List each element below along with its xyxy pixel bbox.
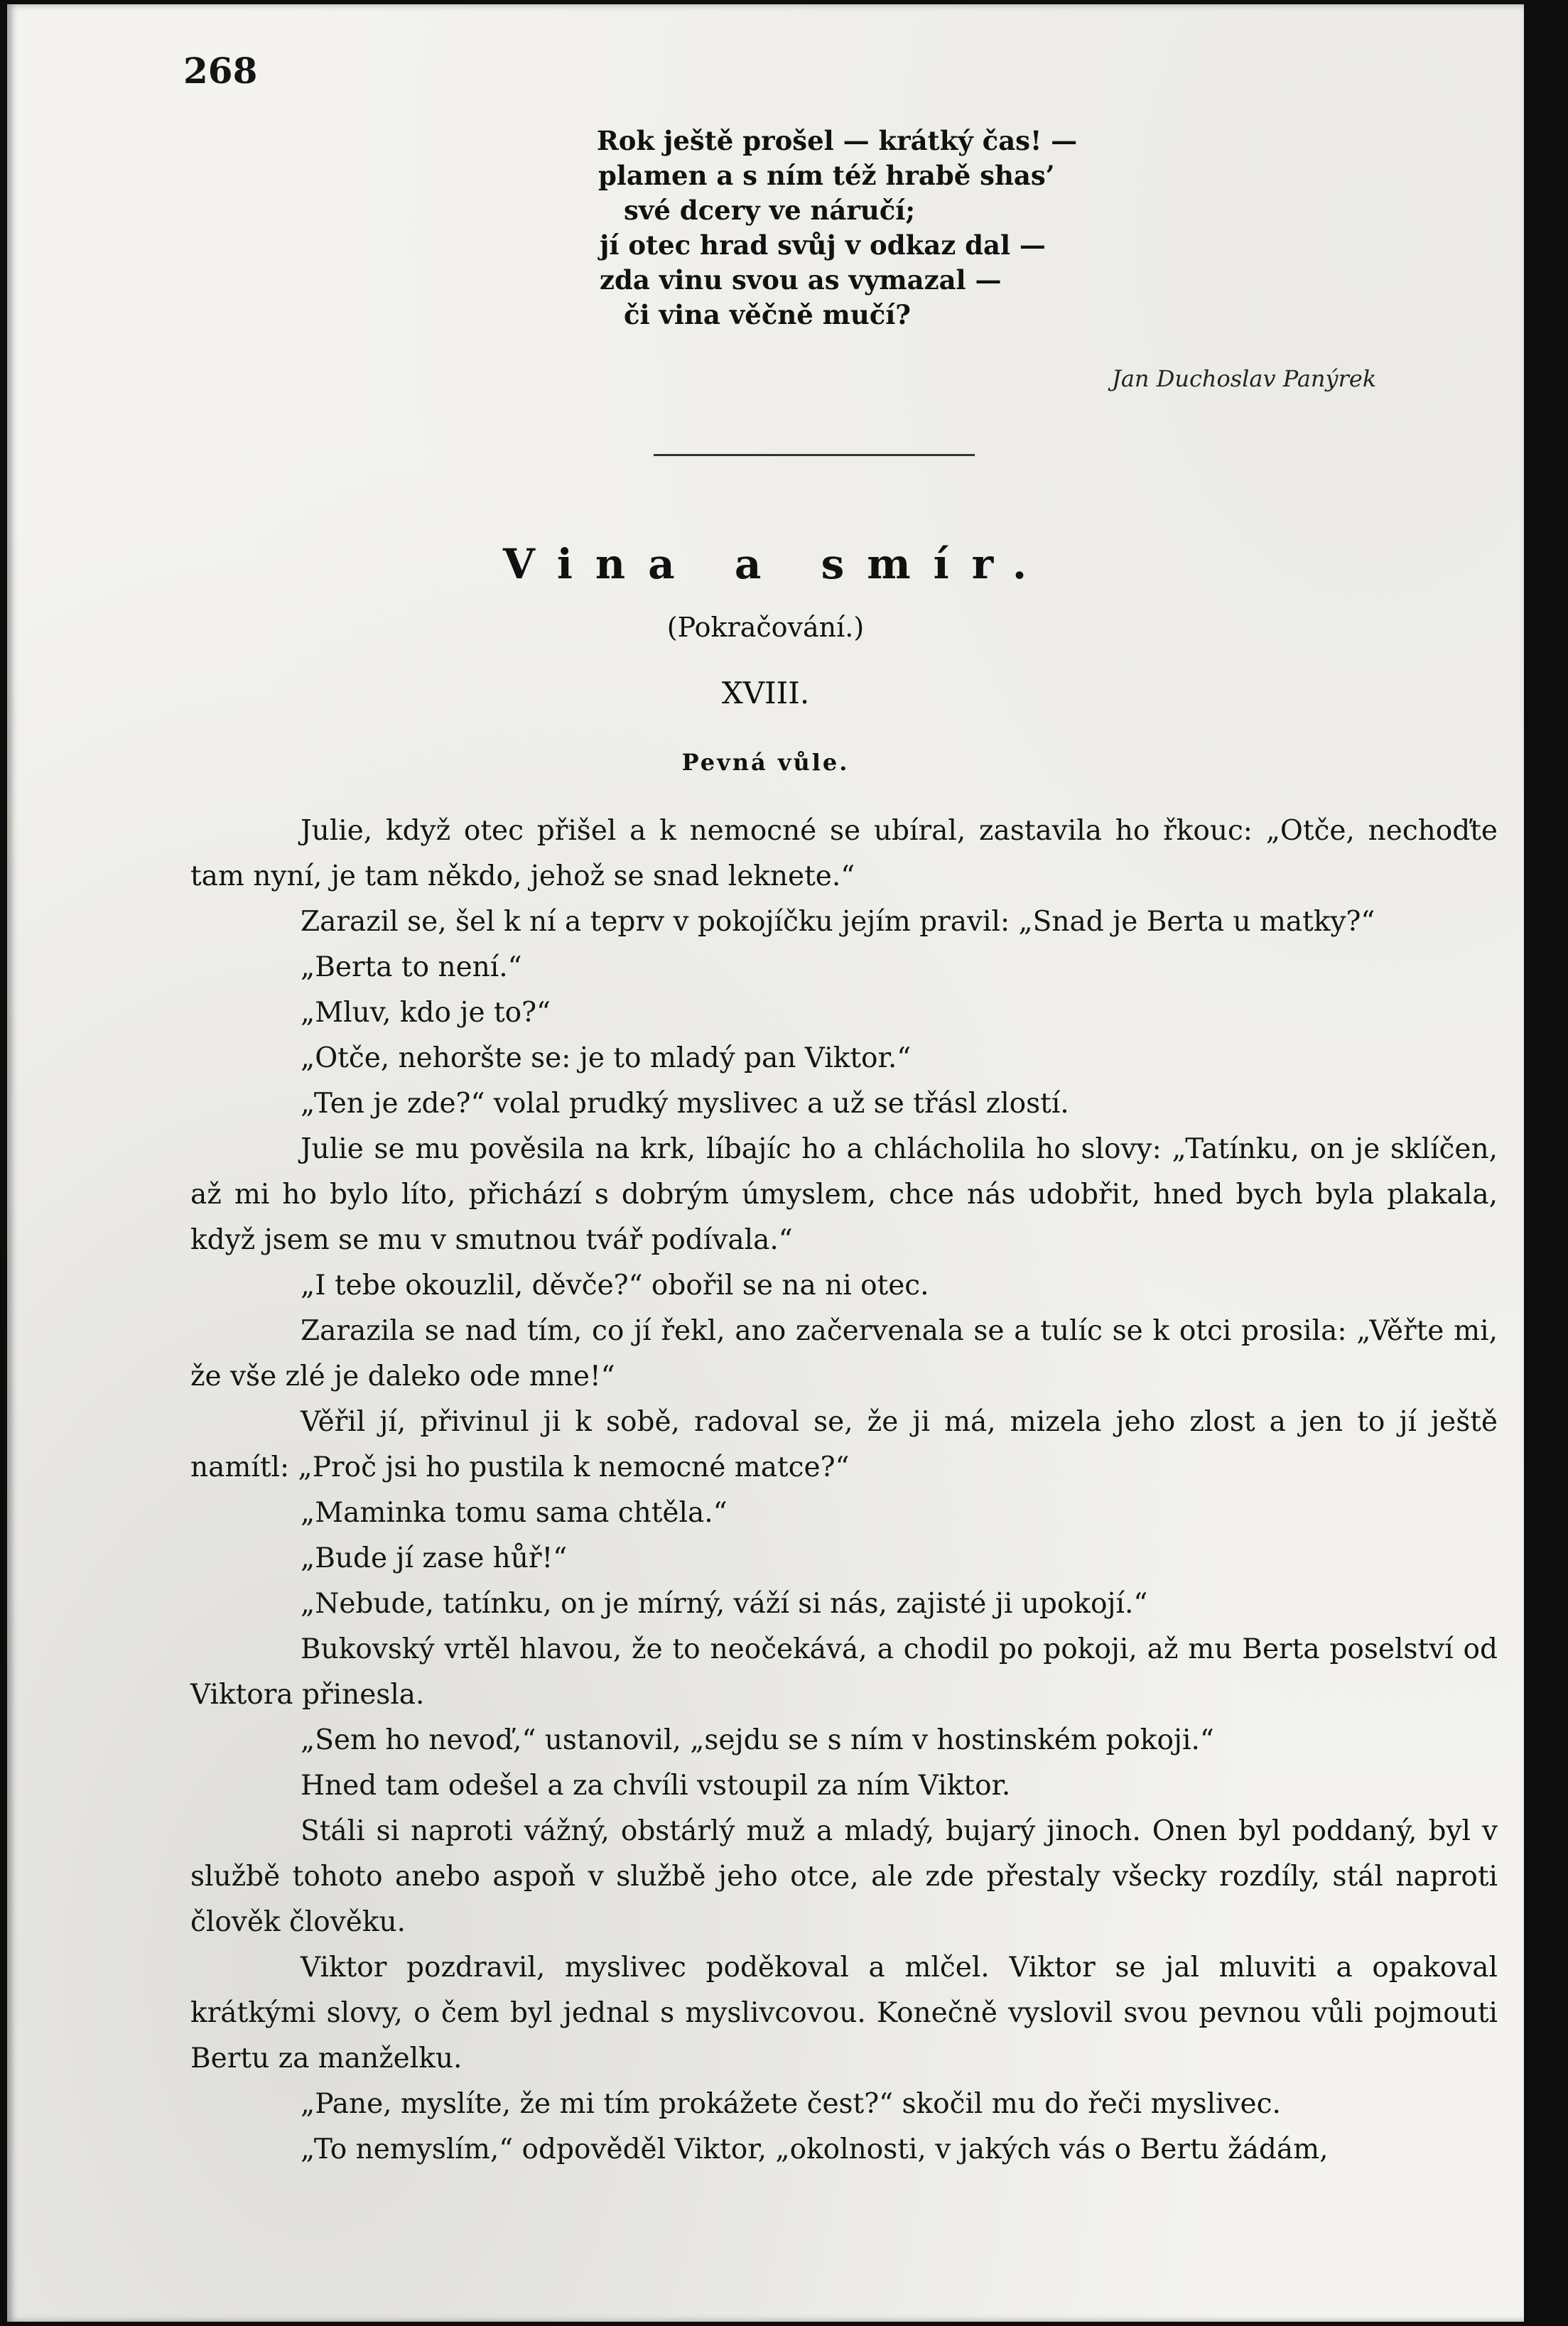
poem-line: jí otec hrad svůj v odkaz dal — bbox=[600, 229, 1046, 261]
poem-line: plamen a s ním též hrabě shas’ bbox=[598, 160, 1055, 191]
page-number: 268 bbox=[183, 50, 258, 92]
paragraph: Viktor pozdravil, myslivec poděkoval a mlčel. Viktor se jal mluviti a opakoval krátkými slovy, o čem byl jednal s myslivcovou. Konečně vyslovil svou pevnou vůli pojmouti Bertu za manželku. bbox=[190, 1952, 1498, 2075]
poem-line: či vina věčně mučí? bbox=[624, 299, 911, 330]
paragraph: „Bude jí zase hůř!“ bbox=[301, 1542, 568, 1574]
paragraph: Stáli si naproti vážný, obstárlý muž a mladý, bujarý jinoch. Onen byl poddaný, byl v službě tohoto anebo aspoň v službě jeho otce, ale zde přestaly všecky rozdíly, stál naproti člověk člověku. bbox=[190, 1815, 1498, 1938]
chapter-title: Vina a smír. bbox=[502, 540, 1050, 588]
paragraph: „Maminka tomu sama chtěla.“ bbox=[301, 1497, 728, 1529]
paragraph: „Otče, nehoršte se: je to mladý pan Viktor.“ bbox=[301, 1042, 912, 1074]
poem-stanza bbox=[597, 124, 1077, 332]
paragraph: Zarazila se nad tím, co jí řekl, ano začervenala se a tulíc se k otci prosila: „Věřte mi, že vše zlé je daleko ode mne!“ bbox=[190, 1315, 1498, 1392]
paragraph: „Nebude, tatínku, on je mírný, váží si nás, zajisté ji upokojí.“ bbox=[301, 1588, 1148, 1620]
paragraph: „Ten je zde?“ volal prudký myslivec a už se třásl zlostí. bbox=[301, 1088, 1069, 1120]
book-page bbox=[7, 4, 1524, 2322]
paragraph: „Pane, myslíte, že mi tím prokážete čest?“ skočil mu do řeči myslivec. bbox=[301, 2088, 1281, 2120]
paragraph: Julie se mu pověsila na krk, líbajíc ho a chlácholila ho slovy: „Tatínku, on je sklíčen, až mi ho bylo líto, přichází s dobrým úmyslem, chce nás udobřit, hned bych byla plakala, když jsem se mu v smutnou tvář podívala.“ bbox=[190, 1133, 1498, 1256]
poem-line: Rok ještě prošel — krátký čas! — bbox=[597, 125, 1078, 156]
poem-line: své dcery ve náručí; bbox=[624, 195, 915, 226]
paragraph: Zarazil se, šel k ní a teprv v pokojíčku jejím pravil: „Snad je Berta u matky?“ bbox=[301, 906, 1375, 938]
paragraph: Julie, když otec přišel a k nemocné se ubíral, zastavila ho řkouc: „Otče, nechoďte tam nyní, je tam někdo, jehož se snad leknete.“ bbox=[190, 815, 1498, 892]
paragraph: Věřil jí, přivinul ji k sobě, radoval se, že ji má, mizela jeho zlost a jen to jí ještě namítl: „Proč jsi ho pustila k nemocné matce?“ bbox=[190, 1406, 1498, 1483]
poem-author: Jan Duchoslav Panýrek bbox=[1112, 365, 1377, 392]
paragraph: Bukovský vrtěl hlavou, že to neočekává, a chodil po pokoji, až mu Berta poselství od Viktora přinesla. bbox=[190, 1633, 1498, 1711]
chapter-number: XVIII. bbox=[721, 676, 810, 710]
paragraph: „To nemyslím,“ odpověděl Viktor, „okolnosti, v jakých vás o Bertu žádám, bbox=[301, 2133, 1329, 2165]
paragraph: „Berta to není.“ bbox=[301, 951, 522, 983]
section-title: Pevná vůle. bbox=[681, 749, 850, 776]
paragraph: „Mluv, kdo je to?“ bbox=[301, 997, 551, 1029]
poem-line: zda vinu svou as vymazal — bbox=[600, 264, 1002, 296]
chapter-body bbox=[190, 808, 1498, 2173]
paragraph: „Sem ho nevoď,“ ustanovil, „sejdu se s ním v hostinském pokoji.“ bbox=[301, 1724, 1214, 1756]
chapter-subtitle: (Pokračování.) bbox=[666, 612, 865, 643]
paragraph: „I tebe okouzlil, děvče?“ obořil se na ni otec. bbox=[301, 1270, 929, 1302]
section-divider bbox=[654, 454, 975, 456]
paragraph: Hned tam odešel a za chvíli vstoupil za ním Viktor. bbox=[301, 1770, 1011, 1802]
